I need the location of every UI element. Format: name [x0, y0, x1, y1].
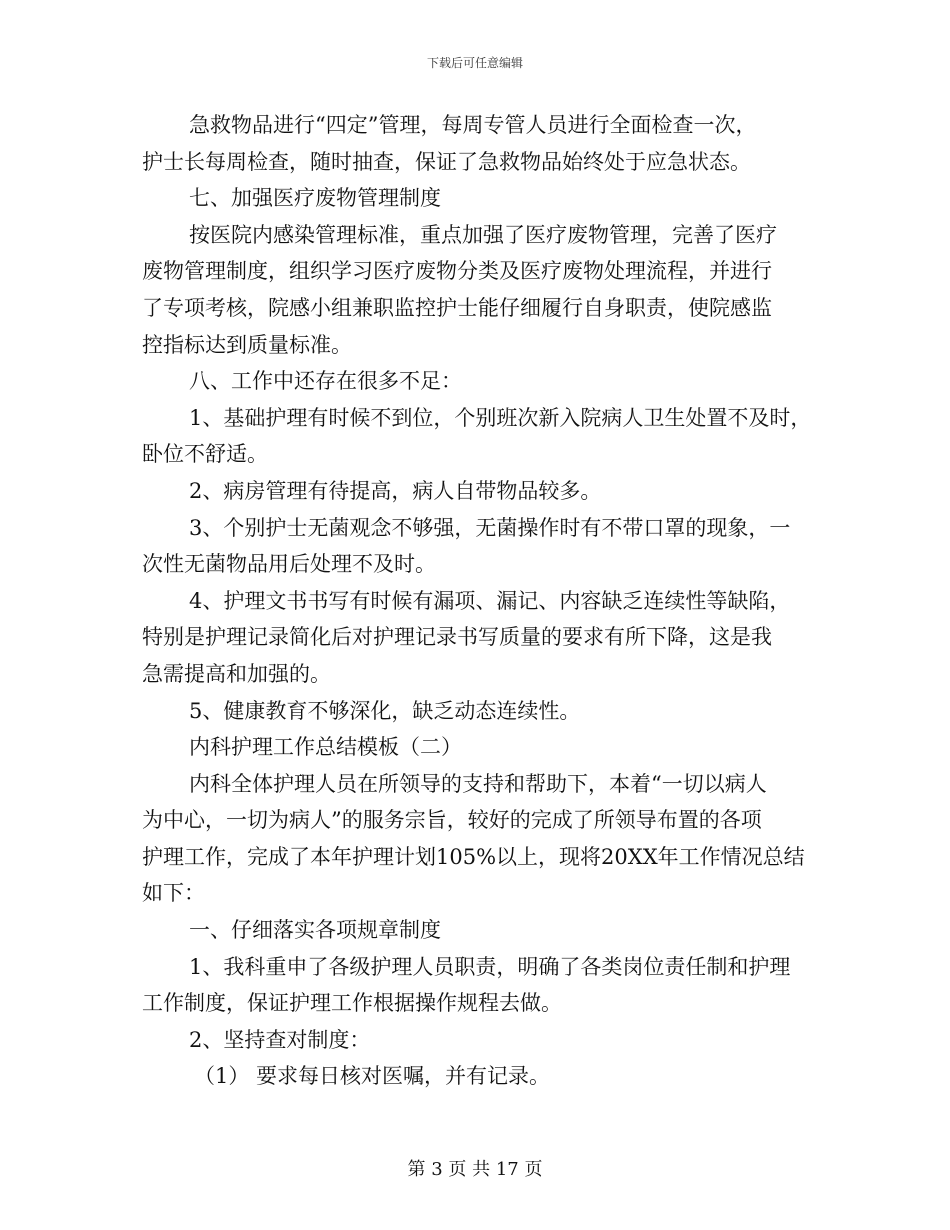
text-line: 次性无菌物品用后处理不及时。	[142, 552, 436, 577]
text-line: 如下：	[142, 881, 205, 906]
paragraph	[142, 766, 822, 912]
list-item	[142, 400, 822, 473]
text-line: 为中心，一切为病人”的服务宗旨，较好的完成了所领导布置的各项	[142, 808, 762, 833]
list-item	[142, 510, 822, 583]
text-line: 急救物品进行“四定”管理，每周专管人员进行全面检查一次，	[189, 113, 757, 137]
text-line: 2、坚持查对制度：	[189, 1027, 371, 1052]
paragraph	[142, 107, 822, 180]
text-line: 八、工作中还存在很多不足：	[189, 369, 462, 394]
text-line: 特别是护理记录简化后对护理记录书写质量的要求有所下降，这是我	[142, 625, 772, 650]
text-line: 2、病房管理有待提高，病人自带物品较多。	[189, 478, 602, 503]
paragraph	[142, 217, 822, 363]
text-line: 卧位不舒适。	[142, 442, 268, 467]
page-header: 下载后可任意编辑	[426, 56, 523, 70]
text-line: 3、个别护士无菌观念不够强，无菌操作时有不带口罩的现象，一	[189, 515, 791, 540]
document-body	[142, 107, 822, 1095]
list-item	[142, 583, 822, 693]
page-number: 第 3 页 共 17 页	[407, 1159, 543, 1180]
text-line: 内科护理工作总结模板（二）	[189, 735, 462, 760]
text-line: 内科全体护理人员在所领导的支持和帮助下，本着“一切以病人	[189, 771, 767, 796]
list-item	[142, 949, 822, 1022]
text-line: 一、仔细落实各项规章制度	[189, 918, 441, 943]
list-item	[142, 693, 822, 730]
text-line: 1、基础护理有时候不到位，个别班次新入院病人卫生处置不及时，	[189, 405, 812, 430]
text-line: （1） 要求每日核对医嘱，并有记录。	[194, 1064, 551, 1089]
section-heading	[142, 180, 822, 217]
text-line: 控指标达到质量标准。	[142, 332, 352, 357]
text-line: 七、加强医疗废物管理制度	[189, 186, 441, 211]
list-item	[142, 473, 822, 510]
text-line: 护士长每周检查，随时抽查，保证了急救物品始终处于应急状态。	[142, 149, 751, 174]
section-heading	[142, 912, 822, 949]
list-item	[142, 1022, 822, 1059]
sub-list-item	[142, 1058, 822, 1095]
text-line: 4、护理文书书写有时候有漏项、漏记、内容缺乏连续性等缺陷，	[189, 588, 791, 613]
text-line: 护理工作，完成了本年护理计划105%以上，现将20XX年工作情况总结	[142, 844, 805, 869]
text-line: 工作制度，保证护理工作根据操作规程去做。	[142, 991, 562, 1016]
text-line: 1、我科重申了各级护理人员职责，明确了各类岗位责任制和护理	[189, 954, 791, 979]
text-line: 了专项考核，院感小组兼职监控护士能仔细履行自身职责，使院感监	[142, 295, 772, 320]
text-line: 废物管理制度，组织学习医疗废物分类及医疗废物处理流程，并进行	[142, 259, 772, 284]
document-subtitle	[142, 729, 822, 766]
text-line: 5、健康教育不够深化，缺乏动态连续性。	[189, 698, 581, 723]
text-line: 急需提高和加强的。	[142, 661, 331, 686]
text-line: 按医院内感染管理标准，重点加强了医疗废物管理，完善了医疗	[189, 222, 777, 247]
section-heading	[142, 363, 822, 400]
